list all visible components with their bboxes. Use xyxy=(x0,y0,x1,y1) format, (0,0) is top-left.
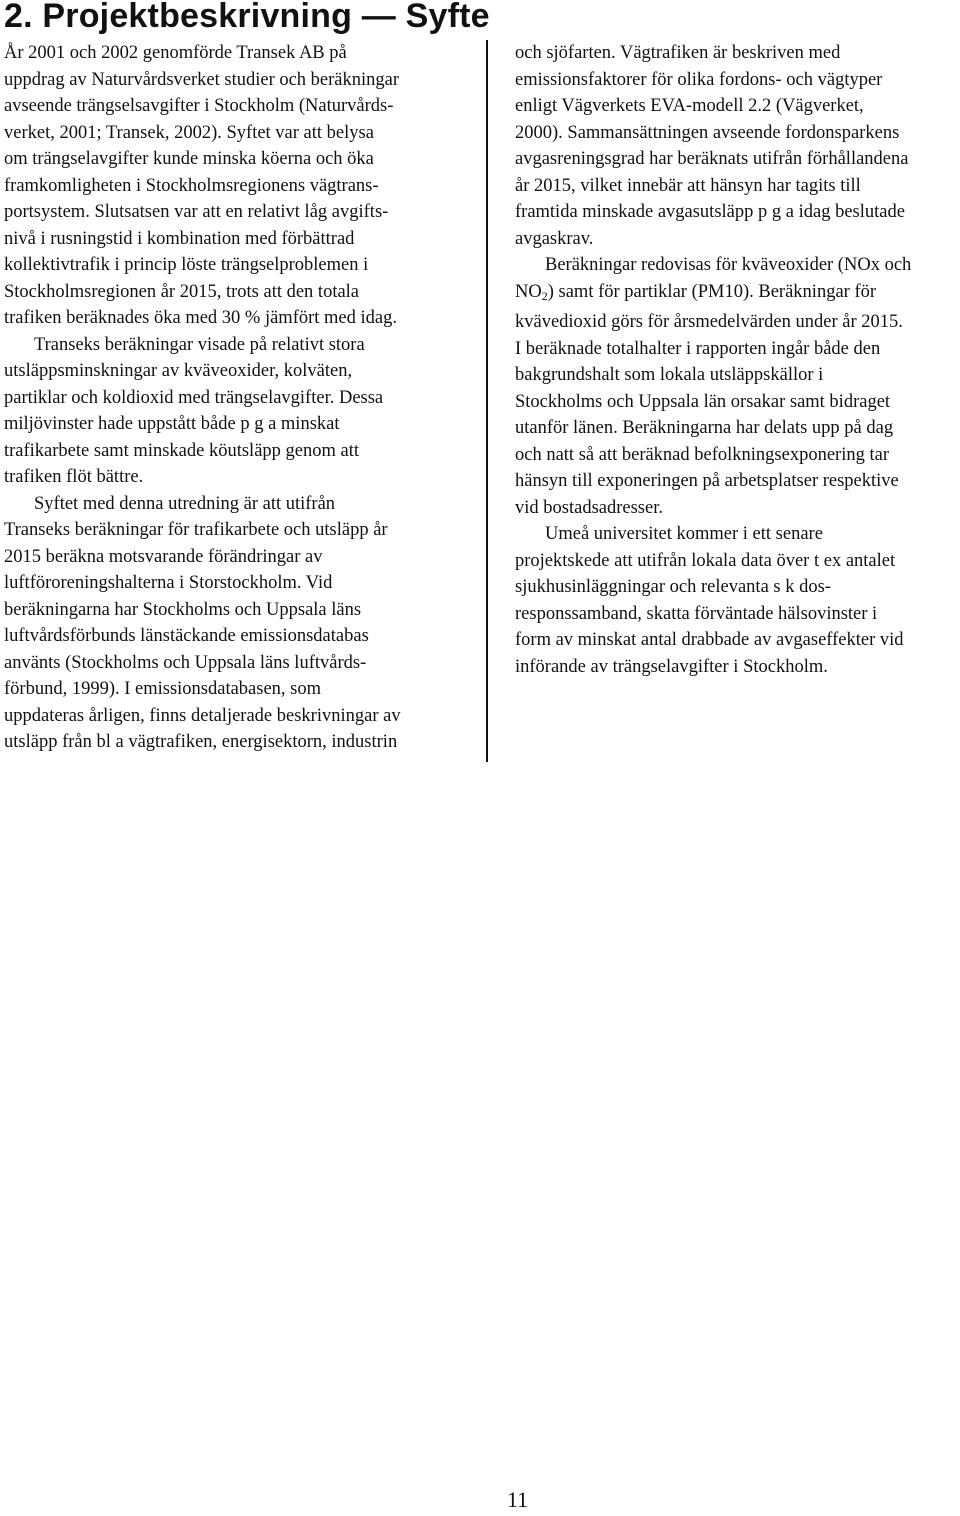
left-column xyxy=(4,40,454,756)
paragraph-transek-results: Transeks beräkningar visade på relativt stora utsläppsminskningar av kväveoxider, kolväten, partiklar och koldioxid med trängselavgifter. Dessa miljövinster hade uppstått både p g a minskat trafikarbete samt minskade köutsläpp genom att trafiken flöt bättre. xyxy=(4,334,384,487)
page-number: 11 xyxy=(507,1487,529,1512)
paragraph-background: År 2001 och 2002 genomförde Transek AB på uppdrag av Naturvårdsverket studier och beräkningar avseende trängselsavgifter i Stockholm (Naturvårds- verket, 2001; Transek, 2002). Syftet var att belysa om trängselavgifter kunde minska köerna och öka framkomligheten i Stockholmsregionens vägtrans- portsystem. Slutsatsen var att en relativt låg avgifts- nivå i rusningstid i kombination med förbättrad kollektivtrafik i princip löste trängselproblemen i Stockholmsregionen år 2015, trots att den totala trafiken beräknades öka med 30 % jämfört med idag. xyxy=(4,43,400,328)
right-column xyxy=(515,40,960,680)
calculations-text-start: Beräkningar redovisas för kväveoxider (NOx och NO xyxy=(515,255,912,302)
paragraph-umea-university: Umeå universitet kommer i ett senare projektskede att utifrån lokala data över t ex antalet sjukhusinläggningar och relevanta s k dos- responssamband, skatta förväntade hälsovinster i form av minskat antal drabbade av avgaseffekter vid införande av trängselavgifter i Stockholm. xyxy=(515,524,904,677)
paragraph-purpose: Syftet med denna utredning är att utifrån Transeks beräkningar för trafikarbete och utsläpp år 2015 beräkna motsvarande förändringar av luftföroreningshalterna i Storstockholm. Vid beräkningarna har Stockholms och Uppsala läns luftvårdsförbunds länstäckande emissionsdatabas använts (Stockholms och Uppsala läns luftvårds- förbund, 1999). I emissionsdatabasen, som uppdateras årligen, finns detaljerade beskrivningar av utsläpp från bl a vägtrafiken, energisektorn, industrin xyxy=(4,493,401,752)
paragraph-calculations xyxy=(515,252,960,521)
no2-subscript: 2 xyxy=(541,288,548,303)
calculations-text-end: ) samt för partiklar (PM10). Beräkningar för kvävedioxid görs för årsmedelvärden under år 2015. I beräknade totalhalter i rapporten ingår både den bakgrundshalt som lokala utsläppskällor i Stockholms och Uppsala län orsakar samt bidraget utanför länen. Beräkningarna har delats upp på dag och natt så att beräknad befolkningsexponering tar hänsyn till exponeringen på arbetsplatser respektive vid bostadsadresser. xyxy=(515,281,903,518)
paragraph-emissions-model: och sjöfarten. Vägtrafiken är beskriven med emissionsfaktorer för olika fordons- och vägtyper enligt Vägverkets EVA-modell 2.2 (Vägverket, 2000). Sammansättningen avseende fordonsparkens avgasreningsgrad har beräknats utifrån förhållandena år 2015, vilket innebär att hänsyn har tagits till framtida minskade avgasutsläpp p g a idag beslutade avgaskrav. xyxy=(515,43,909,249)
column-divider xyxy=(486,40,488,762)
section-heading: 2. Projektbeskrivning — Syfte xyxy=(4,0,490,35)
